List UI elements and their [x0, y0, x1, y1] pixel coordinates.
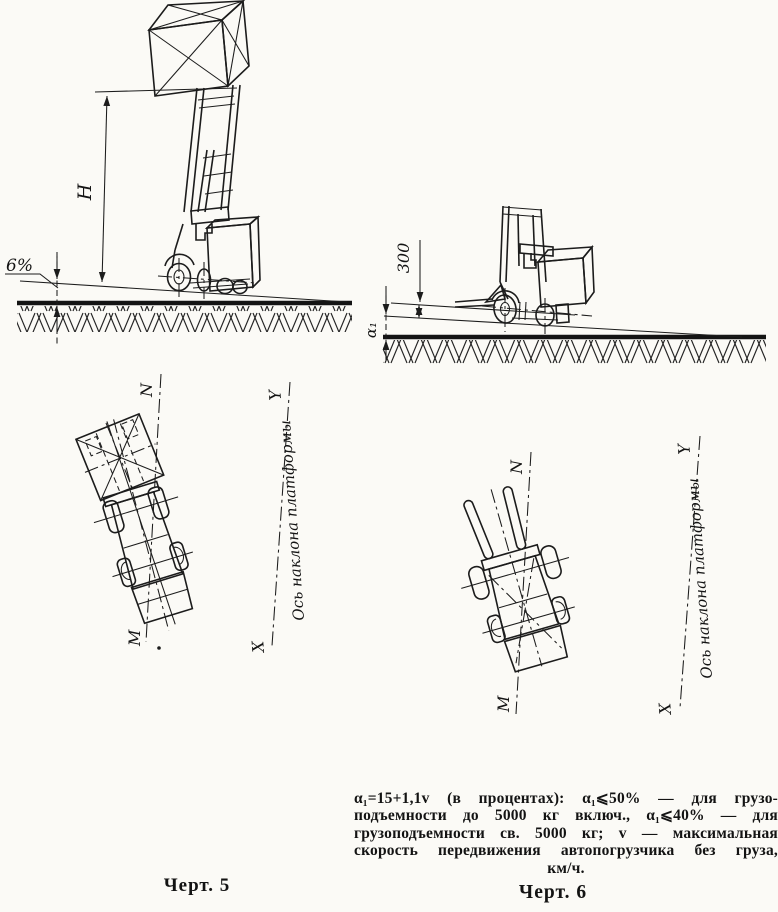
slope-line — [20, 281, 347, 302]
label-m: M — [494, 695, 513, 712]
forks — [455, 285, 505, 307]
slope-line — [384, 316, 742, 337]
truck-plan-loaded — [66, 406, 215, 642]
figure5-caption: Черт. 5 — [163, 875, 231, 896]
truck-plan-unloaded — [437, 474, 595, 682]
fig6-top-view — [437, 436, 716, 717]
fork-height-label: 300 — [394, 242, 413, 274]
height-dimension — [74, 88, 237, 282]
label-n: N — [137, 383, 156, 397]
label-n: N — [507, 460, 526, 474]
note-line: км/ч. — [547, 859, 585, 877]
label-y: Y — [265, 389, 285, 402]
figure6-caption: Черт. 6 — [518, 882, 588, 903]
load-box — [149, 1, 249, 96]
fig6-side-view — [362, 206, 766, 364]
note-line: скорость передвижения автопогрузчика без груза, — [354, 842, 778, 860]
platform-tilt-axis — [248, 382, 308, 655]
slope-percent-label: 6% — [6, 256, 33, 276]
fork-height-dimension — [394, 240, 420, 318]
label-x: X — [655, 702, 675, 716]
slope-dimension — [5, 252, 58, 347]
figure6-note — [354, 790, 778, 877]
tilt-axis-label: Ось наклона платформы — [684, 477, 717, 680]
note-line: грузоподъемности св. 5000 кг; v — максимальная — [354, 824, 778, 842]
ground — [383, 303, 766, 364]
note-line: подъемности до 5000 кг включ., α₁⩽40% — для — [354, 807, 778, 825]
mast — [500, 206, 553, 282]
slope-angle-label: α₁ — [362, 321, 380, 339]
label-m: M — [125, 629, 144, 646]
fig5-side-view — [5, 1, 352, 347]
slope-angle-dimension — [362, 286, 386, 362]
note-line: α₁=15+1,1v (в процентах): α₁⩽50% — для грузо- — [354, 790, 778, 807]
platform-tilt-axis — [655, 436, 716, 717]
tilt-axis-label: Ось наклона платформы — [276, 419, 309, 622]
label-x: X — [248, 640, 268, 654]
mast — [184, 85, 240, 240]
fig5-top-view — [66, 374, 308, 655]
label-y: Y — [674, 443, 694, 456]
height-label: H — [74, 183, 96, 201]
